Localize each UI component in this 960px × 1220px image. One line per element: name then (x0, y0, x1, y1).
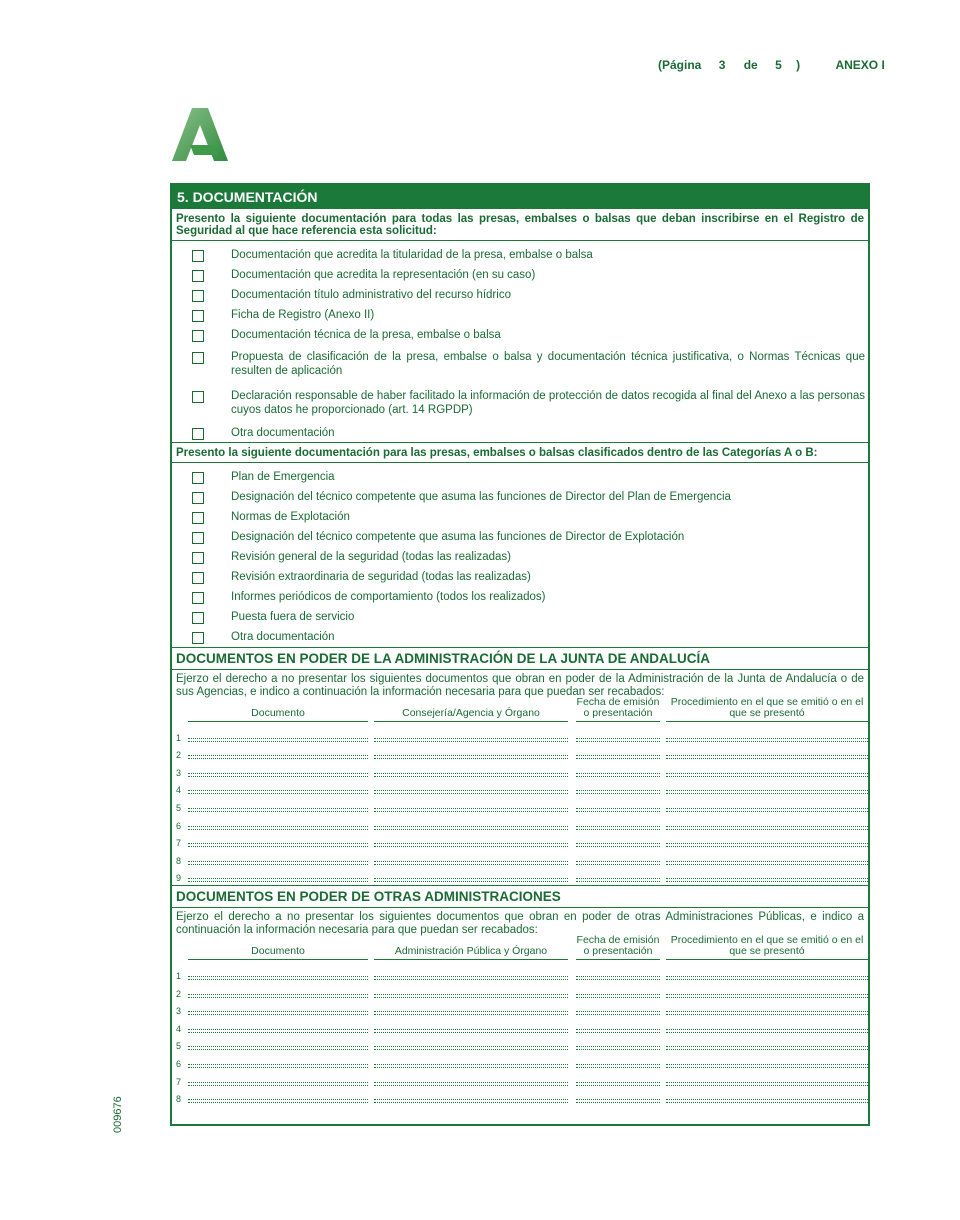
checklist-item-label: Revisión extraordinaria de seguridad (todas las realizadas) (231, 571, 531, 583)
table-cell-field[interactable] (576, 1049, 660, 1050)
table-cell-field[interactable] (576, 997, 660, 998)
table-cell-line (374, 976, 568, 977)
table-cell-line (666, 1064, 868, 1065)
table-row (172, 795, 868, 813)
table-cell-field[interactable] (576, 829, 660, 830)
table-cell-field[interactable] (666, 776, 868, 777)
col-documento: Documento (188, 708, 368, 722)
junta-table-rows (172, 725, 868, 883)
row-number: 1 (176, 732, 182, 743)
col-fecha: Fecha de emisión o presentación (576, 697, 660, 722)
table-cell-field[interactable] (666, 864, 868, 865)
pagina-label: (Página (658, 58, 702, 72)
checklist-item (172, 510, 868, 524)
table-cell-field[interactable] (576, 776, 660, 777)
table-cell-line (374, 808, 568, 809)
col-fecha: Fecha de emisión o presentación (576, 935, 660, 960)
de-label: de (743, 58, 758, 72)
table-cell-field[interactable] (188, 1049, 368, 1050)
table-cell-line (374, 773, 568, 774)
table-cell-line (576, 861, 660, 862)
intro-category-ab: Presento la siguiente documentación para las presas, embalses o balsas clasificados dentro de las Categorías A o B: (172, 442, 868, 463)
checkbox[interactable] (192, 552, 204, 564)
page-total: 5 (775, 58, 782, 72)
table-row (172, 866, 868, 884)
table-cell-line (374, 843, 568, 844)
table-cell-line (374, 755, 568, 756)
table-cell-field[interactable] (666, 997, 868, 998)
table-cell-field[interactable] (374, 997, 568, 998)
checklist-item (172, 570, 868, 584)
checklist-item-label: Plan de Emergencia (231, 471, 335, 483)
table-cell-line (576, 1011, 660, 1012)
table-cell-line (576, 878, 660, 879)
checklist-item-label: Designación del técnico competente que asuma las funciones de Director del Plan de Emergencia (231, 491, 731, 503)
table-cell-field[interactable] (666, 741, 868, 742)
table-cell-line (666, 861, 868, 862)
table-cell-line (188, 790, 368, 791)
table-cell-field[interactable] (576, 741, 660, 742)
table-cell-line (374, 861, 568, 862)
row-number: 5 (176, 802, 182, 813)
close-paren: ) (796, 58, 801, 72)
table-cell-field[interactable] (666, 1085, 868, 1086)
table-cell-line (374, 1011, 568, 1012)
table-cell-line (374, 1099, 568, 1100)
table-cell-field[interactable] (188, 829, 368, 830)
checklist-item (172, 248, 868, 262)
checklist-item-label: Documentación técnica de la presa, embalse o balsa (231, 329, 501, 341)
anexo-label: ANEXO I (835, 58, 885, 72)
table-cell-line (666, 808, 868, 809)
table-cell-line (188, 1082, 368, 1083)
table-cell-field[interactable] (666, 1102, 868, 1103)
table-cell-field[interactable] (188, 741, 368, 742)
table-cell-field[interactable] (374, 846, 568, 847)
checkbox[interactable] (192, 572, 204, 584)
otras-docs-title: DOCUMENTOS EN PODER DE OTRAS ADMINISTRACIONES (172, 885, 868, 908)
table-cell-field[interactable] (188, 811, 368, 812)
col-procedimiento: Procedimiento en el que se emitió o en el que se presentó (666, 697, 868, 722)
table-cell-line (666, 1029, 868, 1030)
table-cell-line (188, 755, 368, 756)
table-cell-line (666, 878, 868, 879)
row-number: 5 (176, 1041, 182, 1052)
row-number: 7 (176, 1076, 182, 1087)
table-cell-line (188, 994, 368, 995)
row-number: 4 (176, 1023, 182, 1034)
table-cell-field[interactable] (576, 1014, 660, 1015)
table-cell-line (188, 773, 368, 774)
table-cell-field[interactable] (188, 758, 368, 759)
side-code: 009676 (112, 1096, 124, 1133)
checklist-item (172, 610, 868, 624)
table-cell-line (666, 994, 868, 995)
checklist-item (172, 426, 868, 440)
row-number: 9 (176, 873, 182, 884)
table-cell-line (576, 1099, 660, 1100)
table-cell-field[interactable] (576, 864, 660, 865)
otras-table-header (172, 934, 868, 963)
table-cell-field[interactable] (576, 758, 660, 759)
table-cell-field[interactable] (188, 1102, 368, 1103)
table-cell-line (374, 826, 568, 827)
table-cell-field[interactable] (666, 979, 868, 980)
table-row (172, 999, 868, 1017)
checklist-item (172, 268, 868, 282)
checkbox[interactable] (192, 428, 204, 440)
table-cell-field[interactable] (374, 1032, 568, 1033)
table-cell-field[interactable] (576, 1102, 660, 1103)
checklist-item (172, 350, 868, 378)
table-cell-line (666, 755, 868, 756)
table-cell-field[interactable] (374, 864, 568, 865)
table-cell-field[interactable] (374, 1085, 568, 1086)
row-number: 8 (176, 855, 182, 866)
checklist-item (172, 470, 868, 484)
table-cell-field[interactable] (576, 811, 660, 812)
table-cell-line (666, 1099, 868, 1100)
table-cell-line (666, 1082, 868, 1083)
table-cell-line (374, 738, 568, 739)
checklist-item (172, 530, 868, 544)
checkbox[interactable] (192, 532, 204, 544)
table-cell-line (188, 826, 368, 827)
checklist-item-label: Ficha de Registro (Anexo II) (231, 309, 375, 321)
table-row (172, 725, 868, 743)
checklist-category-ab (172, 463, 868, 644)
table-cell-field[interactable] (666, 1067, 868, 1068)
table-cell-field[interactable] (188, 1032, 368, 1033)
table-cell-line (188, 808, 368, 809)
table-cell-field[interactable] (576, 1067, 660, 1068)
checklist-item (172, 328, 868, 342)
table-cell-line (576, 976, 660, 977)
table-cell-field[interactable] (374, 829, 568, 830)
table-cell-field[interactable] (666, 1032, 868, 1033)
col-documento: Documento (188, 946, 368, 960)
table-cell-line (374, 790, 568, 791)
table-cell-field[interactable] (374, 881, 568, 882)
section-title: 5. DOCUMENTACIÓN (172, 185, 868, 209)
table-cell-line (666, 773, 868, 774)
checkbox[interactable] (192, 270, 204, 282)
table-row (172, 760, 868, 778)
table-cell-field[interactable] (666, 829, 868, 830)
table-cell-line (374, 1029, 568, 1030)
row-number: 8 (176, 1094, 182, 1105)
table-cell-field[interactable] (188, 1067, 368, 1068)
table-cell-field[interactable] (374, 776, 568, 777)
checklist-all-dams (172, 241, 868, 440)
intro-all-dams: Presento la siguiente documentación para todas las presas, embalses o balsas que deban inscribirse en el Registro de Seguridad al que hace referencia esta solicitud: (172, 209, 868, 241)
table-cell-field[interactable] (576, 846, 660, 847)
table-cell-line (666, 843, 868, 844)
table-row (172, 1016, 868, 1034)
page-number: 3 (718, 58, 726, 72)
table-cell-field[interactable] (666, 1049, 868, 1050)
table-cell-field[interactable] (188, 846, 368, 847)
checkbox[interactable] (192, 330, 204, 342)
checklist-item-label: Puesta fuera de servicio (231, 611, 355, 623)
table-cell-line (666, 976, 868, 977)
table-cell-line (666, 1011, 868, 1012)
table-cell-field[interactable] (374, 1102, 568, 1103)
table-cell-field[interactable] (374, 979, 568, 980)
checklist-item-label: Designación del técnico competente que asuma las funciones de Director de Explotación (231, 531, 685, 543)
table-cell-field[interactable] (374, 1049, 568, 1050)
checklist-item-label: Declaración responsable de haber facilitado la información de protección de datos recogida al final del Anexo a las personas cuyos datos he proporcionado (art. 14 RGPDP) (231, 390, 865, 416)
checkbox[interactable] (192, 512, 204, 524)
checklist-item-label: Informes periódicos de comportamiento (todos los realizados) (231, 591, 546, 603)
page-header (658, 58, 885, 72)
checklist-item (172, 308, 868, 322)
table-cell-line (374, 1082, 568, 1083)
table-cell-field[interactable] (188, 881, 368, 882)
row-number: 7 (176, 838, 182, 849)
table-cell-line (666, 1046, 868, 1047)
checklist-item (172, 490, 868, 504)
row-number: 1 (176, 970, 182, 981)
table-cell-line (188, 976, 368, 977)
checkbox[interactable] (192, 632, 204, 644)
table-cell-line (576, 1064, 660, 1065)
table-cell-line (188, 861, 368, 862)
table-cell-line (576, 808, 660, 809)
row-number: 2 (176, 750, 182, 761)
row-number: 3 (176, 767, 182, 778)
table-cell-field[interactable] (666, 881, 868, 882)
checklist-item (172, 590, 868, 604)
table-cell-field[interactable] (188, 1085, 368, 1086)
otras-docs-text: Ejerzo el derecho a no presentar los siguientes documentos que obran en poder de otras Administraciones Públicas, e indico a continuación la información necesaria para que puedan ser recabados: (176, 911, 864, 937)
table-cell-field[interactable] (666, 758, 868, 759)
junta-docs-text: Ejerzo el derecho a no presentar los siguientes documentos que obran en poder de la Administración de la Junta de Andalucía o de sus Agencias, e indico a continuación la información necesaria para que puedan ser recabados: (176, 673, 864, 698)
table-row (172, 981, 868, 999)
table-cell-line (576, 773, 660, 774)
table-cell-line (374, 994, 568, 995)
checklist-item-label: Revisión general de la seguridad (todas las realizadas) (231, 551, 511, 563)
junta-docs-title: DOCUMENTOS EN PODER DE LA ADMINISTRACIÓN DE LA JUNTA DE ANDALUCÍA (172, 647, 868, 670)
table-row (172, 1069, 868, 1087)
table-cell-field[interactable] (576, 1085, 660, 1086)
table-cell-line (576, 755, 660, 756)
col-consejeria: Consejería/Agencia y Órgano (374, 708, 568, 722)
table-cell-line (188, 843, 368, 844)
table-cell-field[interactable] (188, 776, 368, 777)
table-row (172, 848, 868, 866)
junta-andalucia-logo (170, 105, 232, 163)
table-row (172, 831, 868, 849)
table-cell-field[interactable] (576, 1032, 660, 1033)
table-cell-field[interactable] (666, 1014, 868, 1015)
table-cell-field[interactable] (188, 793, 368, 794)
checklist-item-label: Documentación que acredita la titularidad de la presa, embalse o balsa (231, 249, 593, 261)
col-procedimiento: Procedimiento en el que se emitió o en el que se presentó (666, 935, 868, 960)
checklist-item-label: Otra documentación (231, 427, 335, 439)
checklist-item (172, 550, 868, 564)
checkbox[interactable] (192, 290, 204, 302)
table-cell-line (666, 790, 868, 791)
table-cell-field[interactable] (666, 846, 868, 847)
checkbox[interactable] (192, 250, 204, 262)
table-cell-line (188, 738, 368, 739)
checklist-item-label: Otra documentación (231, 631, 335, 643)
checklist-item-label: Documentación que acredita la representación (en su caso) (231, 269, 536, 281)
table-cell-field[interactable] (374, 793, 568, 794)
table-cell-line (576, 843, 660, 844)
table-cell-line (188, 1046, 368, 1047)
checkbox[interactable] (192, 310, 204, 322)
table-cell-line (576, 826, 660, 827)
table-cell-line (576, 738, 660, 739)
table-row (172, 1051, 868, 1069)
table-cell-field[interactable] (666, 793, 868, 794)
table-row (172, 813, 868, 831)
table-cell-line (576, 994, 660, 995)
table-cell-line (188, 878, 368, 879)
table-row (172, 963, 868, 981)
table-cell-field[interactable] (188, 1014, 368, 1015)
table-cell-field[interactable] (188, 979, 368, 980)
checklist-item-label: Propuesta de clasificación de la presa, embalse o balsa y documentación técnica justificativa, o Normas Técnicas que resulten de aplicación (231, 351, 865, 377)
table-row (172, 1034, 868, 1052)
checklist-item-label: Normas de Explotación (231, 511, 350, 523)
table-cell-line (576, 790, 660, 791)
checkbox[interactable] (192, 612, 204, 624)
table-cell-field[interactable] (374, 811, 568, 812)
row-number: 6 (176, 820, 182, 831)
table-cell-field[interactable] (374, 1067, 568, 1068)
table-cell-field[interactable] (666, 811, 868, 812)
table-cell-line (188, 1029, 368, 1030)
row-number: 4 (176, 785, 182, 796)
table-cell-line (188, 1011, 368, 1012)
otras-table-rows (172, 963, 868, 1104)
table-cell-field[interactable] (188, 997, 368, 998)
checkbox[interactable] (192, 472, 204, 484)
table-cell-line (374, 1064, 568, 1065)
table-cell-line (188, 1099, 368, 1100)
table-row (172, 743, 868, 761)
table-cell-field[interactable] (374, 758, 568, 759)
table-cell-field[interactable] (188, 864, 368, 865)
table-cell-line (576, 1046, 660, 1047)
table-cell-line (576, 1082, 660, 1083)
table-cell-field[interactable] (374, 1014, 568, 1015)
form-section-documentacion (170, 183, 870, 1126)
row-number: 2 (176, 988, 182, 999)
row-number: 3 (176, 1006, 182, 1017)
checkbox[interactable] (192, 592, 204, 604)
table-cell-line (666, 826, 868, 827)
checklist-item (172, 630, 868, 644)
row-number: 6 (176, 1058, 182, 1069)
checkbox[interactable] (192, 391, 204, 403)
checklist-item (172, 389, 868, 417)
table-cell-field[interactable] (576, 793, 660, 794)
table-cell-line (188, 1064, 368, 1065)
table-cell-field[interactable] (576, 881, 660, 882)
checkbox[interactable] (192, 492, 204, 504)
table-cell-line (666, 738, 868, 739)
table-cell-field[interactable] (374, 741, 568, 742)
table-row (172, 1087, 868, 1105)
junta-table-header (172, 696, 868, 725)
checkbox[interactable] (192, 352, 204, 364)
table-cell-line (374, 1046, 568, 1047)
table-cell-line (576, 1029, 660, 1030)
checklist-item-label: Documentación título administrativo del recurso hídrico (231, 289, 511, 301)
checklist-item (172, 288, 868, 302)
table-row (172, 778, 868, 796)
table-cell-line (374, 878, 568, 879)
table-cell-field[interactable] (576, 979, 660, 980)
col-administracion: Administración Pública y Órgano (374, 946, 568, 960)
